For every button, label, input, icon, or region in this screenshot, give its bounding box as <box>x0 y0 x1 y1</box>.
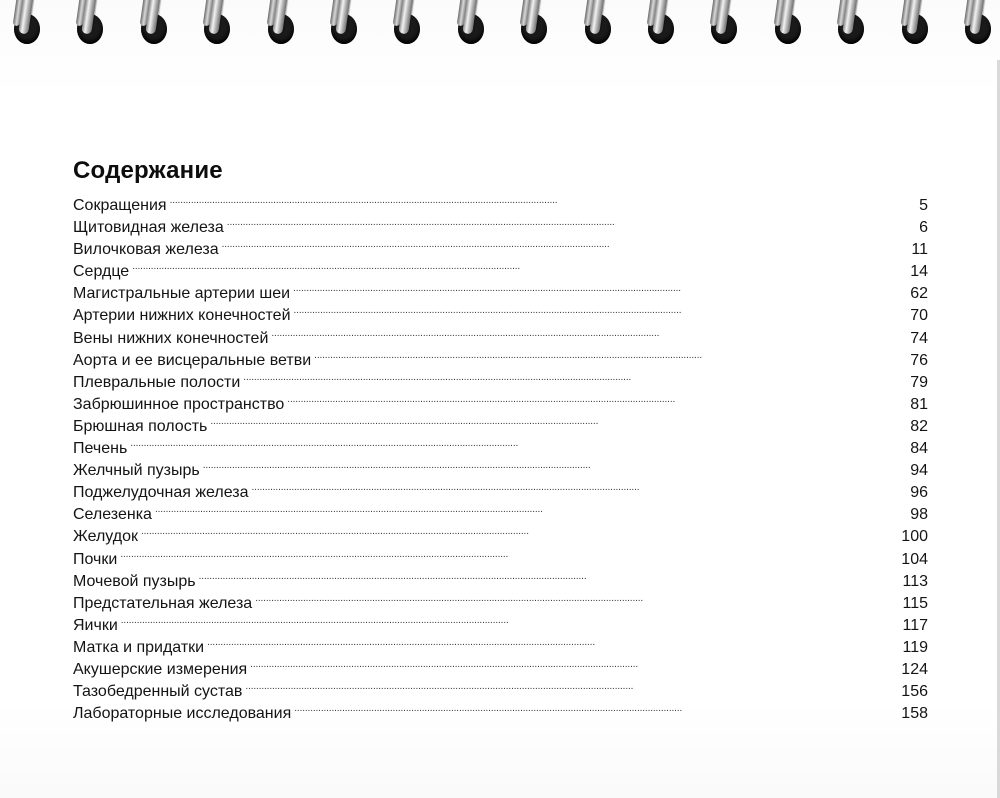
toc-entry-label: Забрюшинное пространство <box>73 395 285 413</box>
toc-entry-label: Желудок <box>73 528 138 546</box>
binding-ring <box>646 0 676 46</box>
binding-ring <box>519 0 549 46</box>
toc-entry-label: Лабораторные исследования <box>73 705 292 723</box>
binding-ring <box>456 0 486 46</box>
toc-entry-page: 5 <box>919 197 928 214</box>
toc-entry-label: Матка и придатки <box>73 638 205 656</box>
toc-entry-label: Акушерские измерения <box>73 660 248 678</box>
toc-entry-label: Сокращения <box>73 197 167 214</box>
toc-entry-page: 79 <box>910 373 928 391</box>
binding-ring <box>12 0 42 46</box>
toc-entry-label: Вилочковая железа <box>73 241 219 259</box>
toc-entry <box>73 568 928 590</box>
toc-entry-label: Поджелудочная железа <box>73 484 249 502</box>
toc-leader-dots <box>243 369 908 387</box>
toc-entry-page: 113 <box>902 572 928 590</box>
toc-entry-page: 74 <box>910 329 928 347</box>
toc-leader-dots <box>287 391 908 409</box>
binding-ring <box>139 0 169 46</box>
toc-entry <box>73 501 928 523</box>
binding-ring <box>329 0 359 46</box>
toc-entry-label: Щитовидная железа <box>73 219 224 237</box>
toc-entry-page: 104 <box>901 550 928 568</box>
toc-leader-dots <box>199 568 901 586</box>
toc-entry-label: Брюшная полость <box>73 417 208 435</box>
binding-ring <box>75 0 105 46</box>
toc-entry-page: 82 <box>910 417 928 435</box>
toc-entry-page: 84 <box>910 440 928 458</box>
toc-entry-page: 14 <box>910 263 928 281</box>
toc-entry-page: 119 <box>902 638 928 656</box>
toc-entry-label: Сердце <box>73 263 130 281</box>
toc-entry <box>73 612 928 634</box>
toc-entry <box>73 192 928 214</box>
toc-leader-dots <box>170 192 916 210</box>
toc-entry-page: 115 <box>902 594 928 612</box>
toc-entry-label: Тазобедренный сустав <box>73 683 243 701</box>
toc-entry-label: Артерии нижних конечностей <box>73 307 291 325</box>
toc-entry-page: 70 <box>910 307 928 325</box>
toc-entry <box>73 325 928 347</box>
toc-list <box>73 192 928 722</box>
toc-leader-dots <box>252 479 909 497</box>
toc-leader-dots <box>203 457 908 475</box>
toc-entry-label: Предстательная железа <box>73 594 253 612</box>
binding-ring <box>709 0 739 46</box>
toc-entry <box>73 700 928 722</box>
binding-ring <box>392 0 422 46</box>
toc-leader-dots <box>245 678 899 696</box>
toc-leader-dots <box>210 413 908 431</box>
toc-leader-dots <box>207 634 900 652</box>
toc-entry <box>73 678 928 700</box>
toc-entry <box>73 634 928 656</box>
toc-entry-page: 96 <box>910 484 928 502</box>
toc-entry <box>73 391 928 413</box>
toc-entry <box>73 523 928 545</box>
toc-leader-dots <box>227 214 916 232</box>
toc-entry-page: 100 <box>901 528 928 546</box>
toc-leader-dots <box>293 280 908 298</box>
binding-ring <box>836 0 866 46</box>
toc-entry-page: 117 <box>902 616 928 634</box>
toc-entry-label: Вены нижних конечностей <box>73 329 269 347</box>
toc-entry <box>73 656 928 678</box>
toc-entry <box>73 369 928 391</box>
toc-leader-dots <box>130 435 908 453</box>
toc-leader-dots <box>120 546 899 564</box>
toc-entry-page: 94 <box>910 462 928 480</box>
toc-entry <box>73 258 928 280</box>
toc-entry-page: 76 <box>910 351 928 369</box>
toc-entry-label: Аорта и ее висцеральные ветви <box>73 351 312 369</box>
binding-ring <box>583 0 613 46</box>
toc-entry-page: 124 <box>901 660 928 678</box>
toc-entry-label: Яички <box>73 616 118 634</box>
toc-leader-dots <box>294 700 899 718</box>
binding-ring <box>773 0 803 46</box>
table-of-contents <box>73 156 928 722</box>
toc-entry <box>73 435 928 457</box>
toc-leader-dots <box>255 590 900 608</box>
toc-leader-dots <box>294 302 909 320</box>
toc-entry <box>73 347 928 369</box>
toc-leader-dots <box>250 656 899 674</box>
toc-entry <box>73 479 928 501</box>
toc-entry-page: 158 <box>901 705 928 723</box>
toc-entry <box>73 590 928 612</box>
toc-entry-label: Мочевой пузырь <box>73 572 196 590</box>
toc-entry-label: Печень <box>73 440 128 458</box>
toc-leader-dots <box>271 325 908 343</box>
toc-entry-label: Плевральные полости <box>73 373 241 391</box>
toc-entry-page: 62 <box>910 285 928 303</box>
toc-entry-label: Магистральные артерии шеи <box>73 285 291 303</box>
toc-title: Содержание <box>73 157 223 184</box>
binding-ring <box>202 0 232 46</box>
toc-entry <box>73 236 928 258</box>
toc-entry <box>73 413 928 435</box>
spiral-binding <box>0 0 1000 50</box>
toc-entry-label: Селезенка <box>73 506 152 524</box>
binding-ring <box>963 0 993 46</box>
binding-ring <box>900 0 930 46</box>
toc-entry <box>73 280 928 302</box>
toc-entry-page: 156 <box>901 683 928 701</box>
toc-entry-label: Желчный пузырь <box>73 462 200 480</box>
toc-leader-dots <box>141 523 899 541</box>
toc-entry-label: Почки <box>73 550 118 568</box>
toc-leader-dots <box>222 236 910 254</box>
toc-entry <box>73 457 928 479</box>
toc-entry-page: 98 <box>910 506 928 524</box>
toc-entry <box>73 214 928 236</box>
toc-entry <box>73 546 928 568</box>
toc-entry-page: 6 <box>919 219 928 237</box>
toc-leader-dots <box>155 501 908 519</box>
toc-entry <box>73 302 928 324</box>
binding-ring <box>266 0 296 46</box>
toc-leader-dots <box>121 612 901 630</box>
toc-entry-page: 11 <box>911 241 928 259</box>
toc-leader-dots <box>132 258 908 276</box>
toc-leader-dots <box>314 347 908 365</box>
toc-entry-page: 81 <box>910 395 928 413</box>
